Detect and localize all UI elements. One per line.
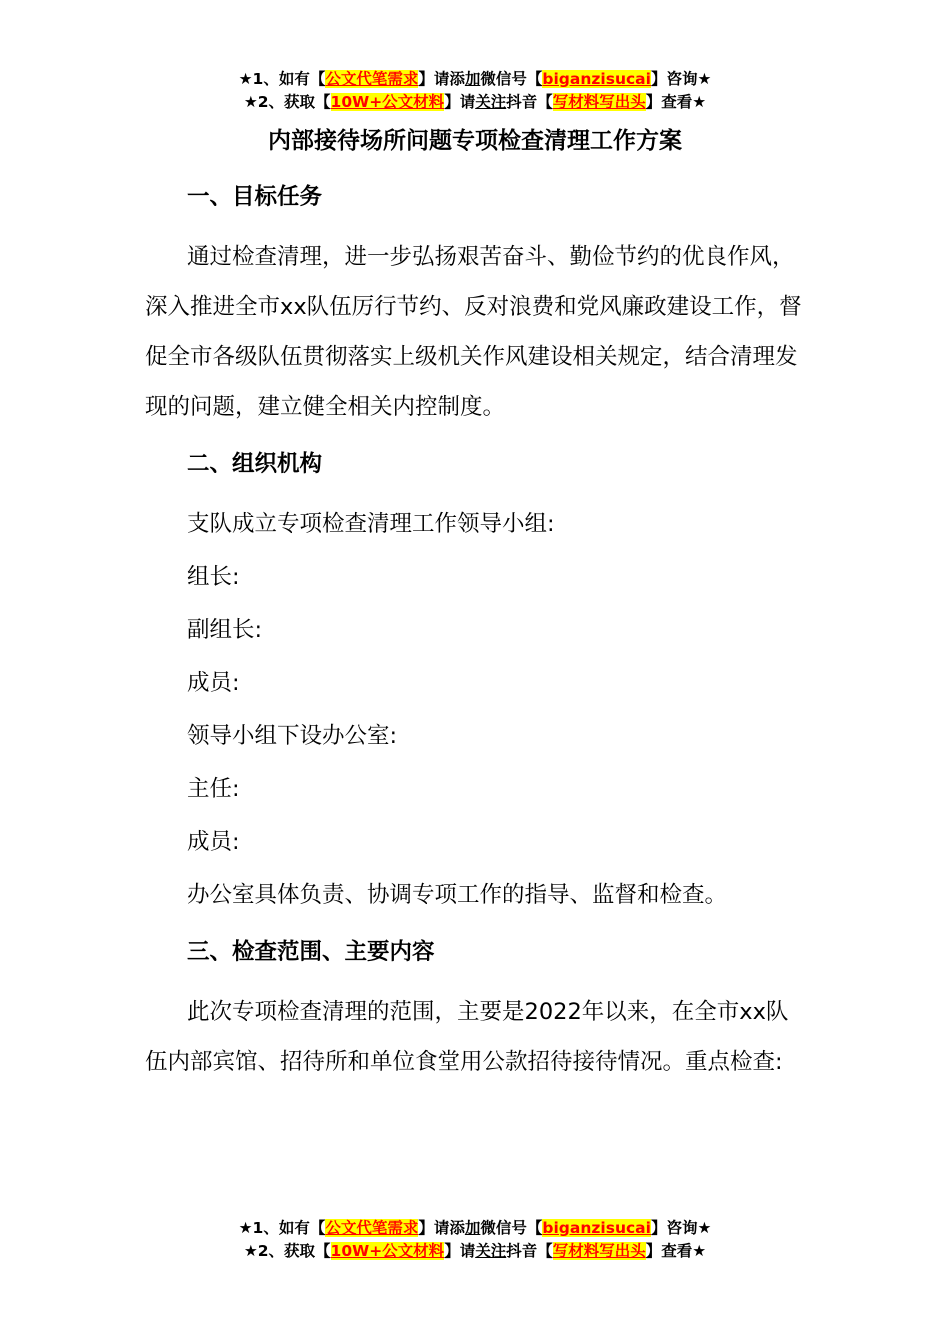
paragraph-office-members: 成员:	[187, 829, 240, 855]
banner-text: 】请添	[418, 70, 465, 88]
banner-text: ★1、如有【	[238, 1219, 326, 1237]
banner-highlight: 公文代笔需求	[325, 70, 419, 88]
document-body	[145, 126, 805, 1090]
banner-line-2	[0, 1240, 950, 1263]
banner-highlight: 10W+公文材料	[330, 93, 445, 111]
section-heading-scope: 三、检查范围、主要内容	[187, 939, 435, 965]
paragraph-office: 领导小组下设办公室:	[187, 723, 398, 749]
banner-underlined-text: 加	[464, 70, 481, 88]
banner-line-1	[0, 1217, 950, 1240]
banner-line-1	[0, 68, 950, 91]
banner-text: 】请	[444, 1242, 476, 1260]
banner-text: ★2、获取【	[243, 1242, 331, 1260]
banner-text: ★2、获取【	[243, 93, 331, 111]
banner-underlined-text: 关注	[475, 1242, 507, 1260]
banner-underlined-text: 加	[464, 1219, 481, 1237]
watermark-banner-bottom	[0, 1217, 950, 1263]
section-heading-goals: 一、目标任务	[187, 184, 323, 210]
banner-highlight-wechat-id: biganzisucai	[542, 1219, 651, 1237]
paragraph-group-leader: 组长:	[187, 564, 240, 590]
banner-underlined-text: 关注	[475, 93, 507, 111]
banner-text: 微信号【	[480, 1219, 543, 1237]
section-heading-organization: 二、组织机构	[187, 451, 323, 477]
banner-text: 】请	[444, 93, 476, 111]
paragraph-scope: 此次专项检查清理的范围，主要是2022年以来，在全市xx队伍内部宾馆、招待所和单位食堂用公款招待接待情况。重点检查:	[145, 999, 789, 1075]
banner-text: 微信号【	[480, 70, 543, 88]
banner-text: 】查看★	[645, 1242, 707, 1260]
banner-text: 】查看★	[645, 93, 707, 111]
banner-highlight-douyin-id: 写材料写出头	[552, 93, 646, 111]
paragraph-deputy-leader: 副组长:	[187, 617, 263, 643]
banner-text: 抖音【	[506, 93, 553, 111]
banner-highlight-douyin-id: 写材料写出头	[552, 1242, 646, 1260]
paragraph-leading-group: 支队成立专项检查清理工作领导小组:	[187, 511, 555, 537]
paragraph-goals: 通过检查清理，进一步弘扬艰苦奋斗、勤俭节约的优良作风，深入推进全市xx队伍厉行节约、反对浪费和党风廉政建设工作，督促全市各级队伍贯彻落实上级机关作风建设相关规定，结合清理发现的问题，建立健全相关内控制度。	[145, 244, 802, 420]
banner-line-2	[0, 91, 950, 114]
banner-highlight: 公文代笔需求	[325, 1219, 419, 1237]
paragraph-office-duties: 办公室具体负责、协调专项工作的指导、监督和检查。	[187, 882, 728, 908]
paragraph-members: 成员:	[187, 670, 240, 696]
banner-text: 抖音【	[506, 1242, 553, 1260]
banner-text: 】咨询★	[650, 70, 712, 88]
document-title: 内部接待场所问题专项检查清理工作方案	[268, 128, 682, 154]
banner-highlight: 10W+公文材料	[330, 1242, 445, 1260]
banner-text: ★1、如有【	[238, 70, 326, 88]
banner-text: 】请添	[418, 1219, 465, 1237]
watermark-banner-top	[0, 68, 950, 114]
banner-text: 】咨询★	[650, 1219, 712, 1237]
banner-highlight-wechat-id: biganzisucai	[542, 70, 651, 88]
paragraph-director: 主任:	[187, 776, 240, 802]
